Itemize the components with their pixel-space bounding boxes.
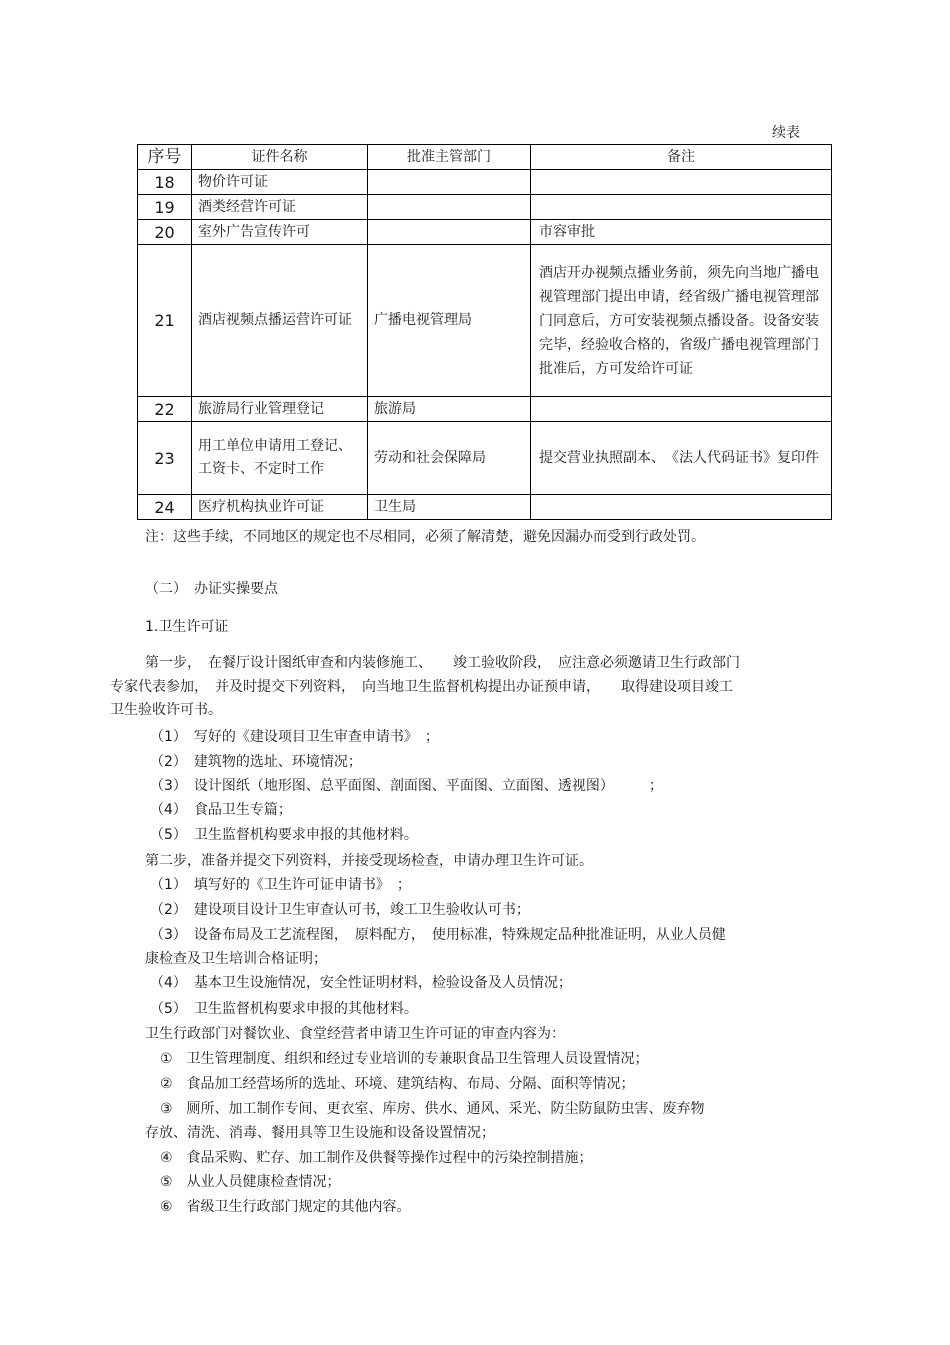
remarks (531, 495, 832, 520)
list-item: （2） 建筑物的选址、环境情况； (150, 754, 362, 770)
step1-intro-cont: 专家代表参加， 并及时提交下列资料， 向当地卫生监督机构提出办证预申请， 取得建设项目竣工 (110, 679, 733, 695)
permit-name: 旅游局行业管理登记 (192, 397, 368, 422)
table-row (138, 195, 832, 220)
remarks (531, 397, 832, 422)
header-number: 序号 (138, 145, 192, 170)
remarks: 酒店开办视频点播业务前，须先向当地广播电视管理部门提出申请，经省级广播电视管理部门同意后，方可安装视频点播设备。设备安装完毕，经验收合格的，省级广播电视管理部门批准后，方可发给许可证 (531, 245, 832, 397)
permit-name: 酒店视频点播运营许可证 (192, 245, 368, 397)
permit-name: 酒类经营许可证 (192, 195, 368, 220)
department: 旅游局 (368, 397, 531, 422)
list-item: （2） 建设项目设计卫生审查认可书，竣工卫生验收认可书； (150, 902, 530, 918)
permit-name: 医疗机构执业许可证 (192, 495, 368, 520)
continued-table-label: 续表 (772, 125, 800, 141)
row-number: 23 (138, 422, 192, 495)
department: 广播电视管理局 (368, 245, 531, 397)
list-item: （3） 设备布局及工艺流程图， 原料配方， 使用标准，特殊规定品种批准证明，从业人员健 (150, 927, 726, 943)
row-number: 24 (138, 495, 192, 520)
table-row (138, 245, 832, 397)
row-number: 19 (138, 195, 192, 220)
list-item: （1） 写好的《建设项目卫生审查申请书》 ； (150, 729, 439, 745)
step2-intro: 第二步，准备并提交下列资料，并接受现场检查，申请办理卫生许可证。 (145, 853, 593, 869)
remarks (531, 195, 832, 220)
header-department: 批准主管部门 (368, 145, 531, 170)
remarks: 提交营业执照副本、 《法人代码证书》复印件 (531, 422, 832, 495)
permit-name: 室外广告宣传许可 (192, 220, 368, 245)
list-item: ② 食品加工经营场所的选址、环境、建筑结构、布局、分隔、面积等情况； (160, 1076, 635, 1092)
list-item: （5） 卫生监督机构要求申报的其他材料。 (150, 1001, 418, 1017)
remarks: 市容审批 (531, 220, 832, 245)
list-item: ⑤ 从业人员健康检查情况； (160, 1174, 341, 1190)
table-row (138, 495, 832, 520)
header-remarks: 备注 (531, 145, 832, 170)
department: 劳动和社会保障局 (368, 422, 531, 495)
department (368, 195, 531, 220)
list-item: （4） 食品卫生专篇； (150, 802, 292, 818)
list-item: （5） 卫生监督机构要求申报的其他材料。 (150, 827, 418, 843)
list-item: （3） 设计图纸（地形图、总平面图、剖面图、平面图、立面图、透视图） ； (150, 778, 663, 794)
subsection-title: 1.卫生许可证 (145, 619, 229, 635)
review-intro: 卫生行政部门对餐饮业、食堂经营者申请卫生许可证的审查内容为： (145, 1026, 565, 1042)
table-footnote: 注：这些手续，不同地区的规定也不尽相同，必须了解清楚，避免因漏办而受到行政处罚。 (145, 529, 705, 545)
step1-intro-end: 卫生验收许可书。 (110, 702, 222, 718)
department: 卫生局 (368, 495, 531, 520)
department (368, 220, 531, 245)
remarks (531, 170, 832, 195)
list-item: ⑥ 省级卫生行政部门规定的其他内容。 (160, 1199, 411, 1215)
row-number: 22 (138, 397, 192, 422)
permit-name: 用工单位申请用工登记、工资卡、不定时工作 (192, 422, 368, 495)
header-permit-name: 证件名称 (192, 145, 368, 170)
row-number: 18 (138, 170, 192, 195)
section-title: （二） 办证实操要点 (145, 581, 278, 597)
list-item-cont: 康检查及卫生培训合格证明； (145, 951, 327, 967)
table-header-row (138, 145, 832, 170)
list-item: ③ 厕所、加工制作专间、更衣室、库房、供水、通风、采光、防尘防鼠防虫害、废弃物 (160, 1101, 705, 1117)
list-item: ① 卫生管理制度、组织和经过专业培训的专兼职食品卫生管理人员设置情况； (160, 1051, 649, 1067)
permit-name: 物价许可证 (192, 170, 368, 195)
list-item: （1） 填写好的《卫生许可证申请书》 ； (150, 877, 411, 893)
table-row (138, 170, 832, 195)
permits-table (137, 144, 832, 520)
row-number: 21 (138, 245, 192, 397)
row-number: 20 (138, 220, 192, 245)
step1-intro: 第一步， 在餐厅设计图纸审查和内装修施工、 竣工验收阶段， 应注意必须邀请卫生行政部门 (145, 655, 740, 671)
list-item-cont: 存放、清洗、消毒、餐用具等卫生设施和设备设置情况； (145, 1125, 495, 1141)
table-row (138, 422, 832, 495)
table-row (138, 220, 832, 245)
department (368, 170, 531, 195)
table-row (138, 397, 832, 422)
list-item: （4） 基本卫生设施情况，安全性证明材料，检验设备及人员情况； (150, 975, 572, 991)
list-item: ④ 食品采购、贮存、加工制作及供餐等操作过程中的污染控制措施； (160, 1150, 593, 1166)
